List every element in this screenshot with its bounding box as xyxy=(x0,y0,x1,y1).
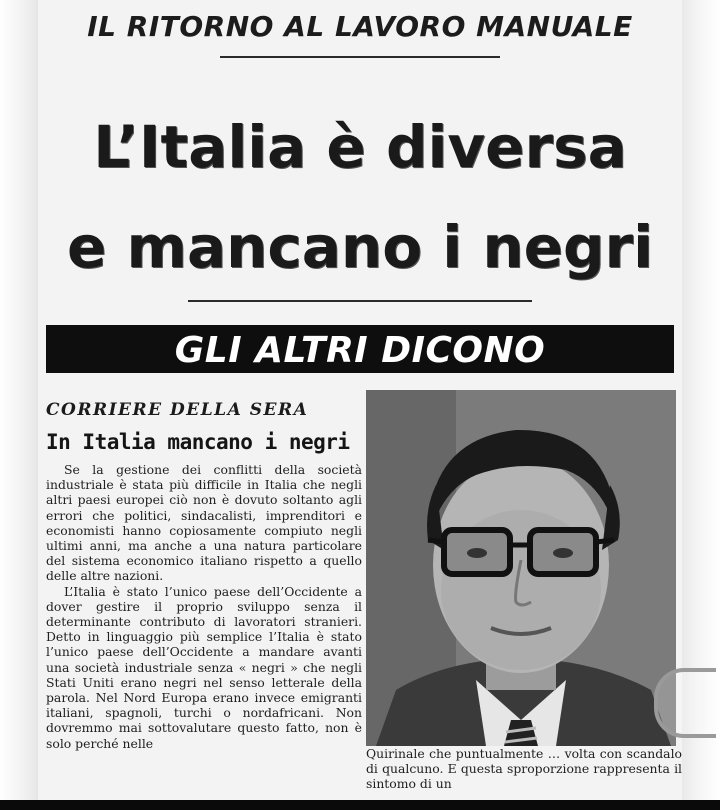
portrait-illustration xyxy=(366,390,676,746)
second-column-text: Quirinale che puntualmente … volta con scandalo di qualcuno. E questa sproporzione rappresenta il sintomo di un xyxy=(366,746,682,792)
section-band xyxy=(46,325,674,373)
article-column xyxy=(46,392,362,800)
headline-line-1: L’Italia è diversa xyxy=(93,113,627,181)
article-paragraph-1: Se la gestione dei conflitti della società industriale è stata più difficile in Italia che negli altri paesi europei ciò non è dovuto soltanto agli errori che politici, sindacalisti, imprenditori e economisti hanno copiosamente compiuto negli ultimi anni, ma anche a una natura particolare del sistema economico italiano rispetto a quello delle altre nazioni. xyxy=(46,462,362,584)
headline-rule xyxy=(188,300,532,302)
kicker-heading: IL RITORNO AL LAVORO MANUALE xyxy=(87,10,633,43)
bottom-bar xyxy=(0,800,720,810)
newspaper-clipping xyxy=(38,0,682,800)
left-margin xyxy=(0,0,38,810)
headline-line-2: e mancano i negri xyxy=(67,213,653,281)
second-column-fragment xyxy=(366,746,682,800)
article-subhead: In Italia mancano i negri xyxy=(46,430,350,454)
scroll-handle[interactable] xyxy=(654,668,716,738)
article-paragraph-2: L’Italia è stato l’unico paese dell’Occidente a dover gestire il proprio sviluppo senza il determinante contributo di lavoratori stranieri. Detto in linguaggio più semplice l’Italia è stato l’unico paese dell’Occidente a mandare avanti una società industriale senza « negri » che negli Stati Uniti erano negri nel senso letterale della parola. Nel Nord Europa erano invece emigranti italiani, spagnoli, turchi o nordafricani. Non dovremmo mai sottovalutare questo fatto, non è solo perché nelle xyxy=(46,583,362,751)
top-rule xyxy=(220,56,500,58)
section-band-label: GLI ALTRI DICONO xyxy=(174,330,546,371)
portrait-photo xyxy=(366,390,676,746)
source-name: CORRIERE DELLA SERA xyxy=(46,400,309,420)
